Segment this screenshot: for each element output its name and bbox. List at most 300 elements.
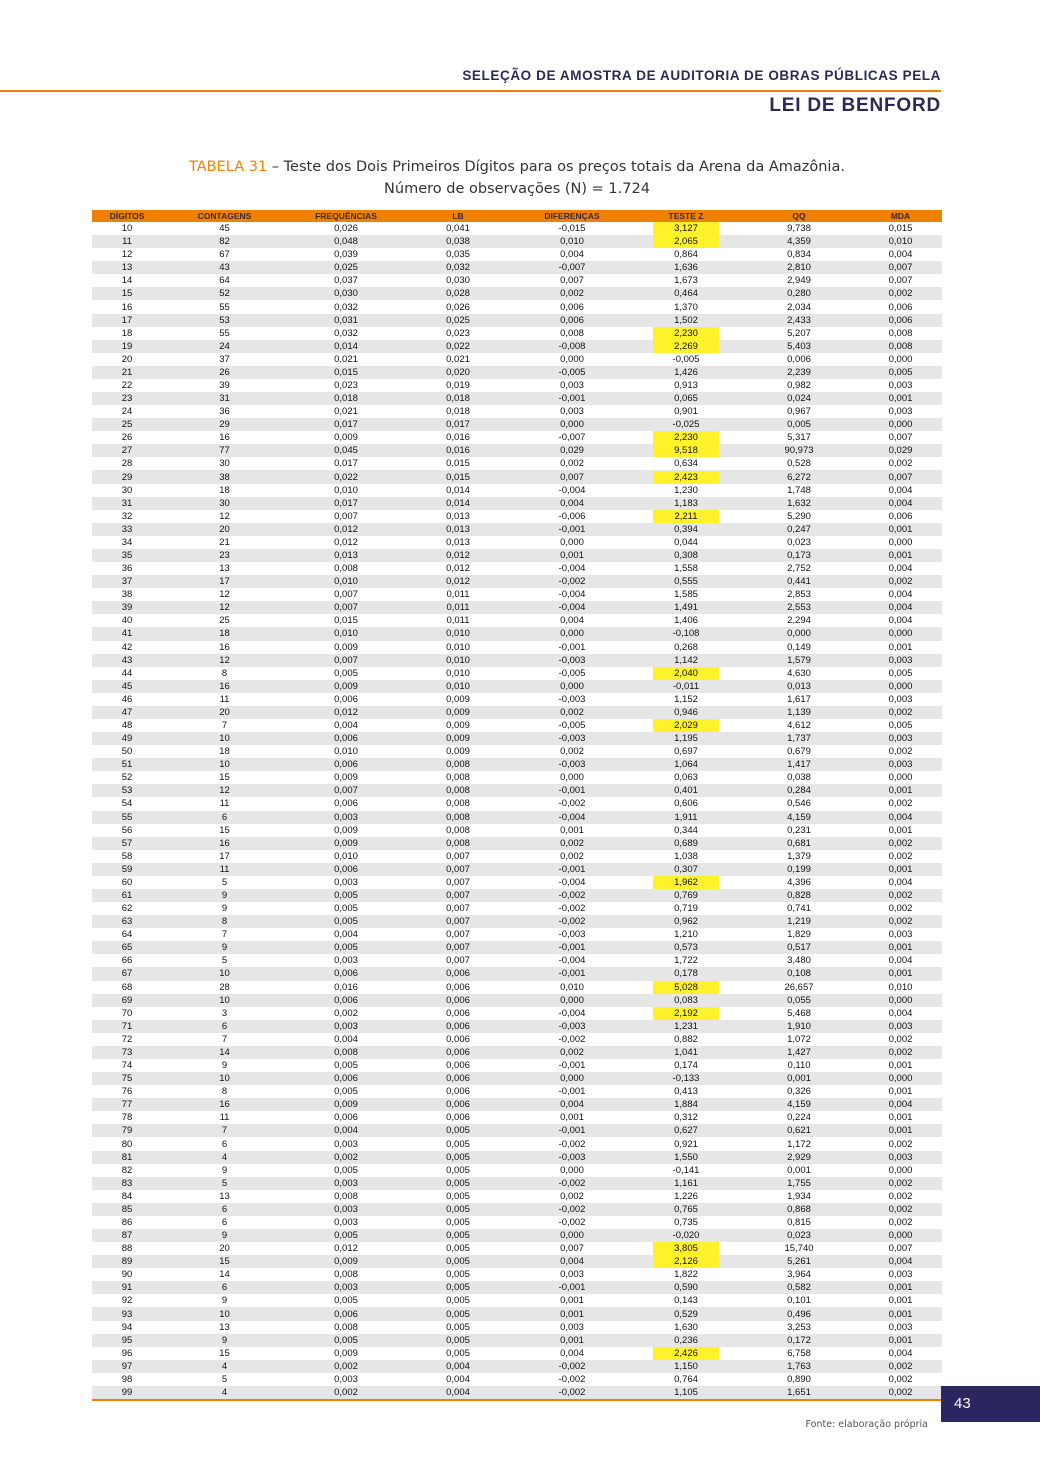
table-cell: 8 <box>221 1086 228 1098</box>
table-cell: 0,006 <box>405 994 511 1007</box>
table-cell: 1,038 <box>674 850 698 862</box>
table-row <box>92 1098 942 1111</box>
table-cell: 0,001 <box>888 1060 913 1072</box>
table-cell: 0,009 <box>405 706 511 719</box>
table-cell: 0,606 <box>674 798 698 810</box>
table-cell: 87 <box>92 1229 162 1242</box>
table-cell: 56 <box>121 824 133 836</box>
table-cell: 65 <box>92 941 162 954</box>
table-cell: 0,007 <box>405 915 511 928</box>
table-cell: 0,004 <box>888 589 913 601</box>
table-cell: 1,161 <box>633 1177 739 1190</box>
table-cell <box>633 981 739 994</box>
table-cell: 0,010 <box>405 654 511 667</box>
table-cell: -0,002 <box>558 903 586 915</box>
table-cell: 0,681 <box>739 837 859 850</box>
table-cell: 6 <box>162 1020 287 1033</box>
table-cell: 1,673 <box>674 275 698 287</box>
table-cell: -0,004 <box>558 1007 586 1019</box>
table-cell: 74 <box>121 1060 133 1072</box>
table-cell: 0,029 <box>859 444 942 457</box>
table-cell: 67 <box>92 967 162 980</box>
table-row <box>92 797 942 810</box>
table-cell: 0,005 <box>334 1295 358 1307</box>
table-cell: 0,000 <box>511 994 633 1007</box>
table-cell: 36 <box>121 563 133 575</box>
table-cell: 11 <box>162 863 287 876</box>
table-cell: 94 <box>121 1321 133 1333</box>
highlighted-teste-z: 2,126 <box>653 1255 719 1268</box>
table-cell: 78 <box>121 1112 133 1124</box>
table-cell: 0,010 <box>888 981 913 993</box>
table-cell: 62 <box>121 903 133 915</box>
table-row <box>92 444 942 457</box>
table-cell: 80 <box>121 1138 133 1150</box>
table-cell: 35 <box>92 549 162 562</box>
table-cell: -0,002 <box>558 1138 586 1150</box>
table-cell: 16 <box>162 680 287 693</box>
table-cell: 0,008 <box>334 1321 358 1333</box>
table-cell: 0,143 <box>674 1295 698 1307</box>
table-cell: 6 <box>162 1203 287 1216</box>
highlighted-teste-z: 3,805 <box>653 1242 719 1255</box>
table-cell: 0,834 <box>787 249 811 261</box>
table-cell: 0,003 <box>560 1321 584 1333</box>
table-cell: 0,032 <box>405 261 511 274</box>
table-cell: 1,748 <box>787 484 811 496</box>
table-cell: 0,009 <box>287 1098 405 1111</box>
table-cell: 0,010 <box>560 981 584 993</box>
table-cell: 0,037 <box>334 275 358 287</box>
table-row <box>92 1321 942 1334</box>
table-cell: 1,491 <box>633 601 739 614</box>
table-cell: 0,582 <box>739 1281 859 1294</box>
table-cell: 0,110 <box>787 1060 811 1072</box>
table-cell: 5 <box>162 1177 287 1190</box>
table-cell: 42 <box>121 641 133 653</box>
table-cell: 0,006 <box>334 693 358 705</box>
table-cell: 0,005 <box>287 915 405 928</box>
table-cell: 5,403 <box>739 340 859 353</box>
table-row <box>92 928 942 941</box>
table-cell: 2,929 <box>739 1151 859 1164</box>
highlighted-teste-z: 2,192 <box>653 1007 719 1020</box>
table-cell: 0,009 <box>334 641 358 653</box>
table-cell: -0,001 <box>558 1086 586 1098</box>
table-cell: 0,005 <box>405 1307 511 1320</box>
table-cell: 0,030 <box>446 275 470 287</box>
table-cell: 26 <box>121 432 133 444</box>
table-row <box>92 1268 942 1281</box>
table-cell: 0,004 <box>334 720 358 731</box>
table-cell: 0,174 <box>674 1060 698 1072</box>
table-cell: 39 <box>219 379 230 391</box>
table-row <box>92 771 942 784</box>
table-cell: 0,005 <box>405 1334 511 1347</box>
table-row <box>92 1072 942 1085</box>
table-cell: 0,002 <box>888 850 913 862</box>
table-cell: 0,004 <box>888 955 913 967</box>
table-cell: -0,020 <box>633 1229 739 1242</box>
table-cell: 13 <box>219 1321 230 1333</box>
table-cell: 0,006 <box>334 798 358 810</box>
table-cell: 10 <box>162 732 287 745</box>
benford-table-container <box>92 210 942 1401</box>
table-cell: 64 <box>121 929 133 941</box>
table-cell: 5,261 <box>739 1255 859 1268</box>
table-cell: 0,016 <box>334 981 358 993</box>
table-cell: 82 <box>121 1164 133 1176</box>
table-cell: 0,005 <box>446 1164 470 1176</box>
table-cell: 0,002 <box>888 798 913 810</box>
table-cell: -0,008 <box>511 340 633 353</box>
table-cell: 0,017 <box>287 497 405 510</box>
table-cell: 0,012 <box>405 575 511 588</box>
highlighted-teste-z: 2,230 <box>653 431 719 444</box>
table-cell: 1,502 <box>633 314 739 327</box>
table-cell: 0,002 <box>859 706 942 719</box>
highlighted-teste-z: 2,426 <box>653 1347 719 1360</box>
table-cell: 81 <box>92 1151 162 1164</box>
table-cell: -0,005 <box>672 353 700 365</box>
table-cell: 0,001 <box>888 1086 913 1098</box>
table-cell: 18 <box>121 327 133 339</box>
table-cell: 0,014 <box>287 340 405 353</box>
table-cell: 0,016 <box>405 444 511 457</box>
table-cell: 0,003 <box>287 811 405 824</box>
table-cell: 1,041 <box>633 1046 739 1059</box>
table-cell: 1,910 <box>739 1020 859 1033</box>
table-cell: 57 <box>92 837 162 850</box>
table-row <box>92 353 942 366</box>
table-cell: 6,272 <box>739 470 859 483</box>
table-cell: 0,008 <box>405 837 511 850</box>
table-cell: 1,585 <box>674 589 698 601</box>
table-cell: 0,065 <box>633 392 739 405</box>
table-cell: 0,006 <box>405 967 511 980</box>
table-cell: 0,010 <box>334 484 358 496</box>
table-cell: 0,019 <box>446 379 470 391</box>
table-cell: 0,005 <box>405 1229 511 1242</box>
table-cell: 0,015 <box>888 223 913 235</box>
table-cell: 0,005 <box>739 418 859 431</box>
table-cell: 1,105 <box>633 1386 739 1399</box>
table-cell: 0,008 <box>405 758 511 771</box>
table-cell: 0,231 <box>787 824 811 836</box>
table-cell: 9 <box>221 1295 228 1307</box>
table-cell: 0,005 <box>334 1086 358 1098</box>
table-cell: 0,005 <box>446 1321 470 1333</box>
table-title: – Teste dos Dois Primeiros Dígitos para os preços totais da Arena da Amazônia. <box>267 159 845 175</box>
table-cell: 0,007 <box>888 432 913 444</box>
table-cell: 0,010 <box>446 641 470 653</box>
table-cell: 0,002 <box>334 1007 358 1019</box>
table-cell: 1,172 <box>787 1138 811 1150</box>
table-row <box>92 1111 942 1124</box>
table-cell: -0,001 <box>511 392 633 405</box>
table-cell: 0,284 <box>739 784 859 797</box>
table-cell: 0,007 <box>405 889 511 902</box>
table-cell: 0,028 <box>405 287 511 300</box>
table-cell: 0,008 <box>405 784 511 797</box>
table-cell: 0,014 <box>446 484 470 496</box>
highlighted-teste-z: 2,065 <box>653 235 719 248</box>
table-row <box>92 850 942 863</box>
table-cell: 30 <box>121 484 133 496</box>
table-cell: 0,005 <box>334 903 358 915</box>
table-row <box>92 745 942 758</box>
table-cell: 0,765 <box>633 1203 739 1216</box>
table-cell: 0,008 <box>287 1046 405 1059</box>
table-cell <box>633 1007 739 1020</box>
table-cell: 0,008 <box>859 340 942 353</box>
table-cell: 32 <box>121 510 133 522</box>
table-cell: 0,627 <box>633 1124 739 1137</box>
table-row <box>92 392 942 405</box>
table-row <box>92 1177 942 1190</box>
table-cell: 1,829 <box>787 929 811 941</box>
table-cell: 0,063 <box>674 772 698 784</box>
table-cell: 0,003 <box>334 876 358 888</box>
table-row <box>92 1294 942 1307</box>
table-cell: 0,004 <box>334 1033 358 1045</box>
table-cell: 0,001 <box>859 549 942 562</box>
table-cell: 18 <box>162 627 287 640</box>
table-cell: -0,002 <box>558 798 586 810</box>
table-cell: 0,008 <box>446 798 470 810</box>
table-cell: -0,001 <box>511 863 633 876</box>
table-cell: 10 <box>162 1307 287 1320</box>
table-cell: 0,000 <box>560 772 584 784</box>
table-cell: 0,000 <box>560 536 584 548</box>
table-cell: -0,015 <box>558 223 586 235</box>
table-cell: 38 <box>162 470 287 483</box>
table-cell: 0,004 <box>287 1124 405 1137</box>
table-cell: 0,012 <box>405 549 511 562</box>
table-row <box>92 824 942 837</box>
table-cell: -0,001 <box>511 967 633 980</box>
table-cell: 0,015 <box>334 615 358 627</box>
table-cell: 0,000 <box>560 1164 584 1176</box>
table-cell: 0,021 <box>334 406 358 418</box>
table-cell: 0,101 <box>787 1295 811 1307</box>
table-cell: 1,550 <box>633 1151 739 1164</box>
table-cell: 1,934 <box>787 1190 811 1202</box>
table-cell: 28 <box>121 458 133 470</box>
table-cell: 7 <box>162 1124 287 1137</box>
table-cell: 97 <box>92 1360 162 1373</box>
table-cell: 0,005 <box>446 1243 470 1255</box>
highlighted-teste-z: 2,211 <box>653 510 719 523</box>
table-row <box>92 994 942 1007</box>
table-cell: 69 <box>92 994 162 1007</box>
highlighted-teste-z: 2,040 <box>653 667 719 680</box>
table-cell: 2,752 <box>787 563 811 575</box>
table-cell: 20 <box>162 706 287 719</box>
table-cell: 7 <box>221 720 228 731</box>
table-cell: 28 <box>219 981 230 993</box>
table-subtitle: Número de observações (N) = 1.724 <box>384 181 650 197</box>
table-cell: 0,002 <box>287 1386 405 1399</box>
table-row <box>92 1360 942 1373</box>
table-cell: 0,025 <box>287 261 405 274</box>
table-cell: 0,007 <box>511 470 633 483</box>
table-row <box>92 549 942 562</box>
table-cell: -0,108 <box>633 627 739 640</box>
table-cell: 25 <box>219 615 230 627</box>
table-cell: 0,006 <box>446 1112 470 1124</box>
table-cell: 41 <box>92 627 162 640</box>
table-cell: 0,764 <box>674 1373 698 1385</box>
table-cell: 17 <box>219 850 230 862</box>
table-cell: 0,009 <box>334 772 358 784</box>
table-cell: 0,000 <box>888 536 913 548</box>
column-header: QQ <box>739 210 859 222</box>
table-cell: 26,657 <box>784 981 814 993</box>
table-cell: 11 <box>92 235 162 248</box>
table-cell: 0,015 <box>446 458 470 470</box>
table-cell: 1,064 <box>633 758 739 771</box>
table-cell: 0,004 <box>859 601 942 614</box>
table-cell: 0,002 <box>859 1360 942 1373</box>
table-cell: 0,013 <box>446 510 470 522</box>
table-cell: 0,007 <box>287 601 405 614</box>
table-cell: 0,013 <box>446 536 470 548</box>
table-cell: 1,072 <box>787 1033 811 1045</box>
table-cell: 1,632 <box>739 497 859 510</box>
table-row <box>92 784 942 797</box>
table-cell: 0,007 <box>560 1243 584 1255</box>
table-cell: 1,226 <box>674 1190 698 1202</box>
table-cell: 9 <box>162 1229 287 1242</box>
table-cell: 12 <box>162 784 287 797</box>
table-cell: 0,009 <box>287 837 405 850</box>
table-row <box>92 418 942 431</box>
table-cell: 0,006 <box>287 967 405 980</box>
table-cell: 0,020 <box>405 366 511 379</box>
table-cell: -0,003 <box>558 693 586 705</box>
table-cell: 0,901 <box>674 406 698 418</box>
table-cell: 0,921 <box>674 1138 698 1150</box>
table-cell: 0,009 <box>334 824 358 836</box>
table-cell: 63 <box>92 915 162 928</box>
table-cell: 82 <box>162 235 287 248</box>
table-row <box>92 1137 942 1150</box>
table-row <box>92 327 942 340</box>
table-cell: 0,016 <box>446 432 470 444</box>
table-cell: 0,009 <box>446 746 470 758</box>
table-cell: 0,002 <box>859 1046 942 1059</box>
table-cell: 0,010 <box>334 850 358 862</box>
table-cell: 0,006 <box>405 1098 511 1111</box>
table-cell: -0,002 <box>511 575 633 588</box>
table-cell: -0,002 <box>558 1033 586 1045</box>
table-cell: 17 <box>162 575 287 588</box>
table-cell: -0,002 <box>558 1373 586 1385</box>
table-cell: 0,001 <box>859 863 942 876</box>
table-cell: 0,083 <box>633 994 739 1007</box>
table-cell: 0,199 <box>739 863 859 876</box>
table-cell <box>633 222 739 235</box>
table-cell: 0,006 <box>287 863 405 876</box>
table-cell: 1,911 <box>633 811 739 824</box>
table-cell: 4,396 <box>787 876 811 888</box>
table-cell: 0,004 <box>859 1255 942 1268</box>
table-cell: -0,003 <box>511 1020 633 1033</box>
table-cell: 0,008 <box>560 327 584 339</box>
table-cell: 0,006 <box>405 1046 511 1059</box>
table-cell: 0,004 <box>888 1347 913 1359</box>
table-cell: -0,007 <box>511 261 633 274</box>
table-cell <box>633 510 739 523</box>
table-cell: 7 <box>221 1033 228 1045</box>
table-cell: 53 <box>92 784 162 797</box>
table-cell: 59 <box>92 863 162 876</box>
table-cell: 0,031 <box>287 314 405 327</box>
table-cell: -0,003 <box>511 732 633 745</box>
table-cell: 0,003 <box>859 654 942 667</box>
table-row <box>92 719 942 732</box>
table-row <box>92 863 942 876</box>
table-body <box>92 222 942 1399</box>
table-cell: 0,005 <box>446 1138 470 1150</box>
table-cell: 5 <box>221 955 228 967</box>
column-header: DIFERENÇAS <box>511 210 633 222</box>
table-cell: -0,002 <box>511 889 633 902</box>
table-cell: 70 <box>121 1007 133 1019</box>
table-cell: 0,413 <box>674 1086 698 1098</box>
table-cell: 0,004 <box>888 484 913 496</box>
table-cell: 9 <box>162 889 287 902</box>
table-cell: 0,007 <box>405 863 511 876</box>
table-cell: 0,172 <box>739 1334 859 1347</box>
table-cell: 0,030 <box>287 287 405 300</box>
table-cell: 1,417 <box>739 758 859 771</box>
table-cell: 0,025 <box>405 314 511 327</box>
table-cell: 5,468 <box>787 1007 811 1019</box>
table-cell: 92 <box>121 1295 133 1307</box>
table-cell: 0,026 <box>446 301 470 313</box>
table-row <box>92 1281 942 1294</box>
table-cell: 1,210 <box>674 929 698 941</box>
table-cell: 4 <box>162 1386 287 1399</box>
table-row <box>92 1046 942 1059</box>
table-cell: 0,517 <box>739 941 859 954</box>
table-cell: 0,689 <box>633 837 739 850</box>
table-row <box>92 1151 942 1164</box>
highlighted-teste-z: 3,127 <box>653 222 719 235</box>
table-cell: 0,002 <box>287 1151 405 1164</box>
table-cell: 43 <box>92 654 162 667</box>
table-cell: 73 <box>92 1046 162 1059</box>
table-cell: 0,719 <box>674 903 698 915</box>
table-cell: 0,001 <box>511 1334 633 1347</box>
table-cell: 0,528 <box>787 458 811 470</box>
table-cell: 0,001 <box>511 1307 633 1320</box>
table-cell <box>633 235 739 248</box>
header-divider <box>0 90 941 92</box>
table-row <box>92 431 942 444</box>
table-cell: 0,003 <box>888 693 913 705</box>
table-cell: 0,032 <box>334 327 358 339</box>
table-cell: 4,159 <box>739 811 859 824</box>
table-cell: 1,630 <box>674 1321 698 1333</box>
table-row <box>92 693 942 706</box>
table-cell: 0,018 <box>405 392 511 405</box>
table-cell: 0,026 <box>334 223 358 235</box>
table-cell: 9 <box>162 1334 287 1347</box>
table-cell: 95 <box>92 1334 162 1347</box>
